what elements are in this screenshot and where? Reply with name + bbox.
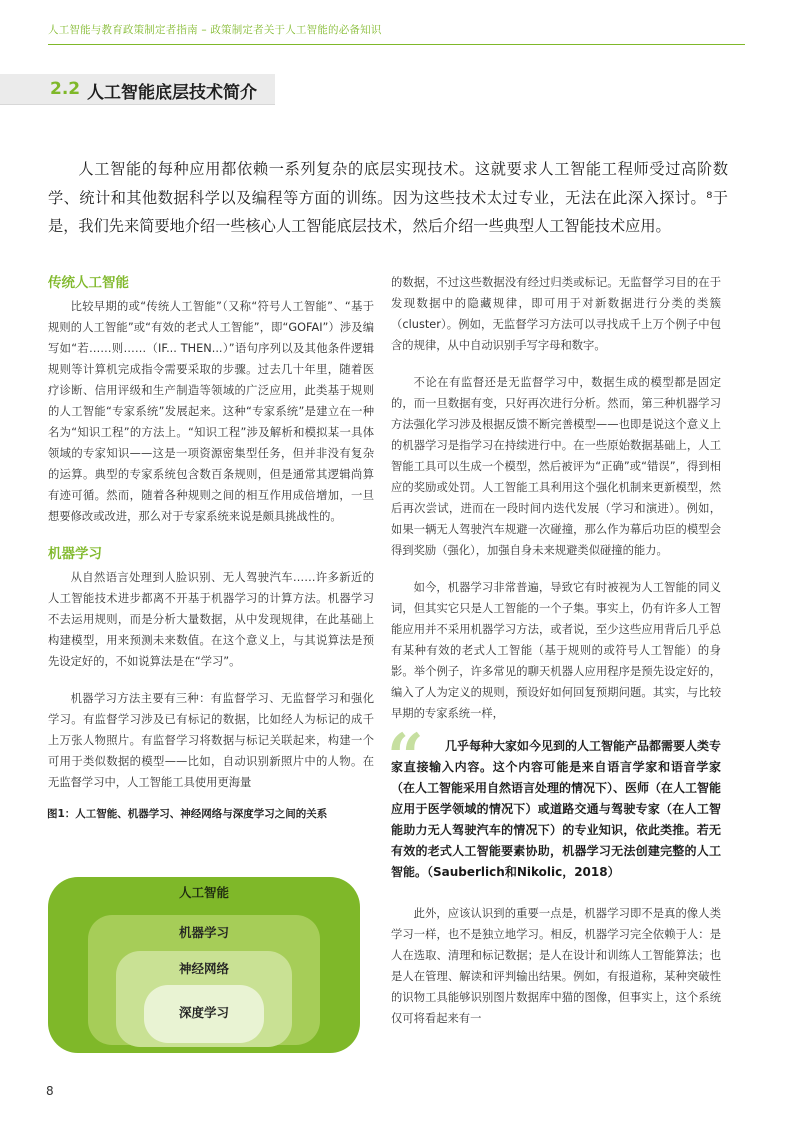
layer-deep-learning-label: 深度学习: [178, 1005, 229, 1020]
layer-neural-network-label: 神经网络: [178, 961, 229, 976]
section-title: 人工智能底层技术简介: [87, 83, 257, 103]
pull-quote-text: 几乎每种大家如今见到的人工智能产品都需要人类专家直接输入内容。这个内容可能是来自语言学家和语音学家（在人工智能采用自然语言处理的情况下）、医师（在人工智能应用于医学领域的情况下）或道路交通与驾驶专家（在人工智能助力无人驾驶汽车的情况下）的专业知识，依此类推。若无有效的老式人工智能要素协助，机器学习无法创建完整的人工智能。（Sauberlich和Nikolic，2018）: [391, 739, 722, 879]
heading-machine-learning: 机器学习: [48, 546, 102, 562]
machine-learning-paragraph-1: 从自然语言处理到人脸识别、无人驾驶汽车……许多新近的人工智能技术进步都离不开基于机器学习的计算方法。机器学习不去运用规则，而是分析大量数据，从中发现规律，在此基础上构建模型，用来预测未来数值。在这个意义上，与其说算法是预先设定好的，不如说算法是在“学习”。: [48, 571, 374, 668]
left-column: [48, 272, 374, 823]
right-paragraph-1: 的数据，不过这些数据没有经过归类或标记。无监督学习目的在于发现数据中的隐藏规律，即可用于对新数据进行分类的类簇（cluster）。例如，无监督学习方法可以寻找成千上万个例子中包含的规律，从中自动识别手写字母和数字。: [391, 276, 721, 352]
right-column: [387, 272, 722, 1045]
right-paragraph-3: 如今，机器学习非常普遍，导致它有时被视为人工智能的同义词，但其实它只是人工智能的一个子集。事实上，仍有许多人工智能应用并不采用机器学习方法，或者说，至少这些应用背后几乎总有某种有效的老式人工智能（基于规则的或符号人工智能）的身影。举个例子，许多常见的聊天机器人应用程序是预先设定好的，编入了人为定义的规则，预设好如何回复预期问题。其实，与比较早期的专家系统一样，: [391, 581, 721, 720]
header-rule: [48, 44, 745, 45]
quote-mark-icon: “: [387, 720, 424, 795]
figure-caption: 图1：人工智能、机器学习、神经网络与深度学习之间的关系: [47, 808, 328, 820]
pull-quote: [387, 720, 722, 883]
section-number: 2.2: [50, 79, 81, 99]
heading-traditional-ai: 传统人工智能: [48, 275, 129, 291]
machine-learning-paragraph-2: 机器学习方法主要有三种：有监督学习、无监督学习和强化学习。有监督学习涉及已有标记的数据，比如经人为标记的成千上万张人物照片。有监督学习将数据与标记关联起来，构建一个可用于类似数据的模型——比如，自动识别新照片中的人物。在无监督学习中，人工智能工具使用更海量: [48, 692, 374, 789]
intro-paragraph: 人工智能的每种应用都依赖一系列复杂的底层实现技术。这就要求人工智能工程师受过高阶数学、统计和其他数据科学以及编程等方面的训练。因为这些技术太过专业，无法在此深入探讨。⁸于是，我们先来简要地介绍一些核心人工智能底层技术，然后介绍一些典型人工智能技术应用。: [48, 160, 728, 236]
layer-deep-learning: [144, 985, 264, 1043]
layer-ai-label: 人工智能: [178, 885, 229, 900]
traditional-ai-paragraph: 比较早期的或“传统人工智能”（又称“符号人工智能”、“基于规则的人工智能”或“有效的老式人工智能”，即“GOFAI”）涉及编写如“若……则……（IF... THEN...）”语句序列以及其他条件逻辑规则等计算机完成指令需要采取的步骤。过去几十年里，随着医疗诊断、信用评级和生产制造等领域的广泛应用，此类基于规则的人工智能“专家系统”发展起来。这种“专家系统”是建立在一种名为“知识工程”的方法上。“知识工程”涉及解析和模拟某一具体领域的专家知识——这是一项资源密集型任务，但并非没有复杂的运算。典型的专家系统包含数百条规则，但是通常其逻辑尚算有迹可循。然而，随着各种规则之间的相互作用成倍增加，一旦想要修改或改进，那么对于专家系统来说是颇具挑战性的。: [48, 300, 374, 523]
right-paragraph-4: 此外，应该认识到的重要一点是，机器学习即不是真的像人类学习一样，也不是独立地学习。相反，机器学习完全依赖于人：是人在选取、清理和标记数据；是人在设计和训练人工智能算法；也是人在管理、解读和评判输出结果。例如，有报道称，某种突破性的识物工具能够识别图片数据库中猫的图像，但事实上，这个系统仅可将看起来有一: [391, 907, 721, 1025]
page-number: 8: [46, 1084, 54, 1098]
right-paragraph-2: 不论在有监督还是无监督学习中，数据生成的模型都是固定的，而一旦数据有变，只好再次进行分析。然而，第三种机器学习方法强化学习涉及根据反馈不断完善模型——也即是说这个意义上的机器学习是指学习在持续进行中。在一些原始数据基础上，人工智能工具可以生成一个模型，然后被评为“正确”或“错误”，得到相应的奖励或处罚。人工智能工具利用这个强化机制来更新模型，然后再次尝试，进而在一段时间内迭代发展（学习和演进）。例如，如果一辆无人驾驶汽车规避一次碰撞，那么作为幕后功臣的模型会得到奖励（强化），加强自身未来规避类似碰撞的能力。: [391, 376, 721, 557]
ai-nested-diagram: [48, 877, 360, 1053]
running-header: 人工智能与教育政策制定者指南 – 政策制定者关于人工智能的必备知识: [48, 24, 382, 36]
layer-machine-learning-label: 机器学习: [178, 925, 229, 940]
